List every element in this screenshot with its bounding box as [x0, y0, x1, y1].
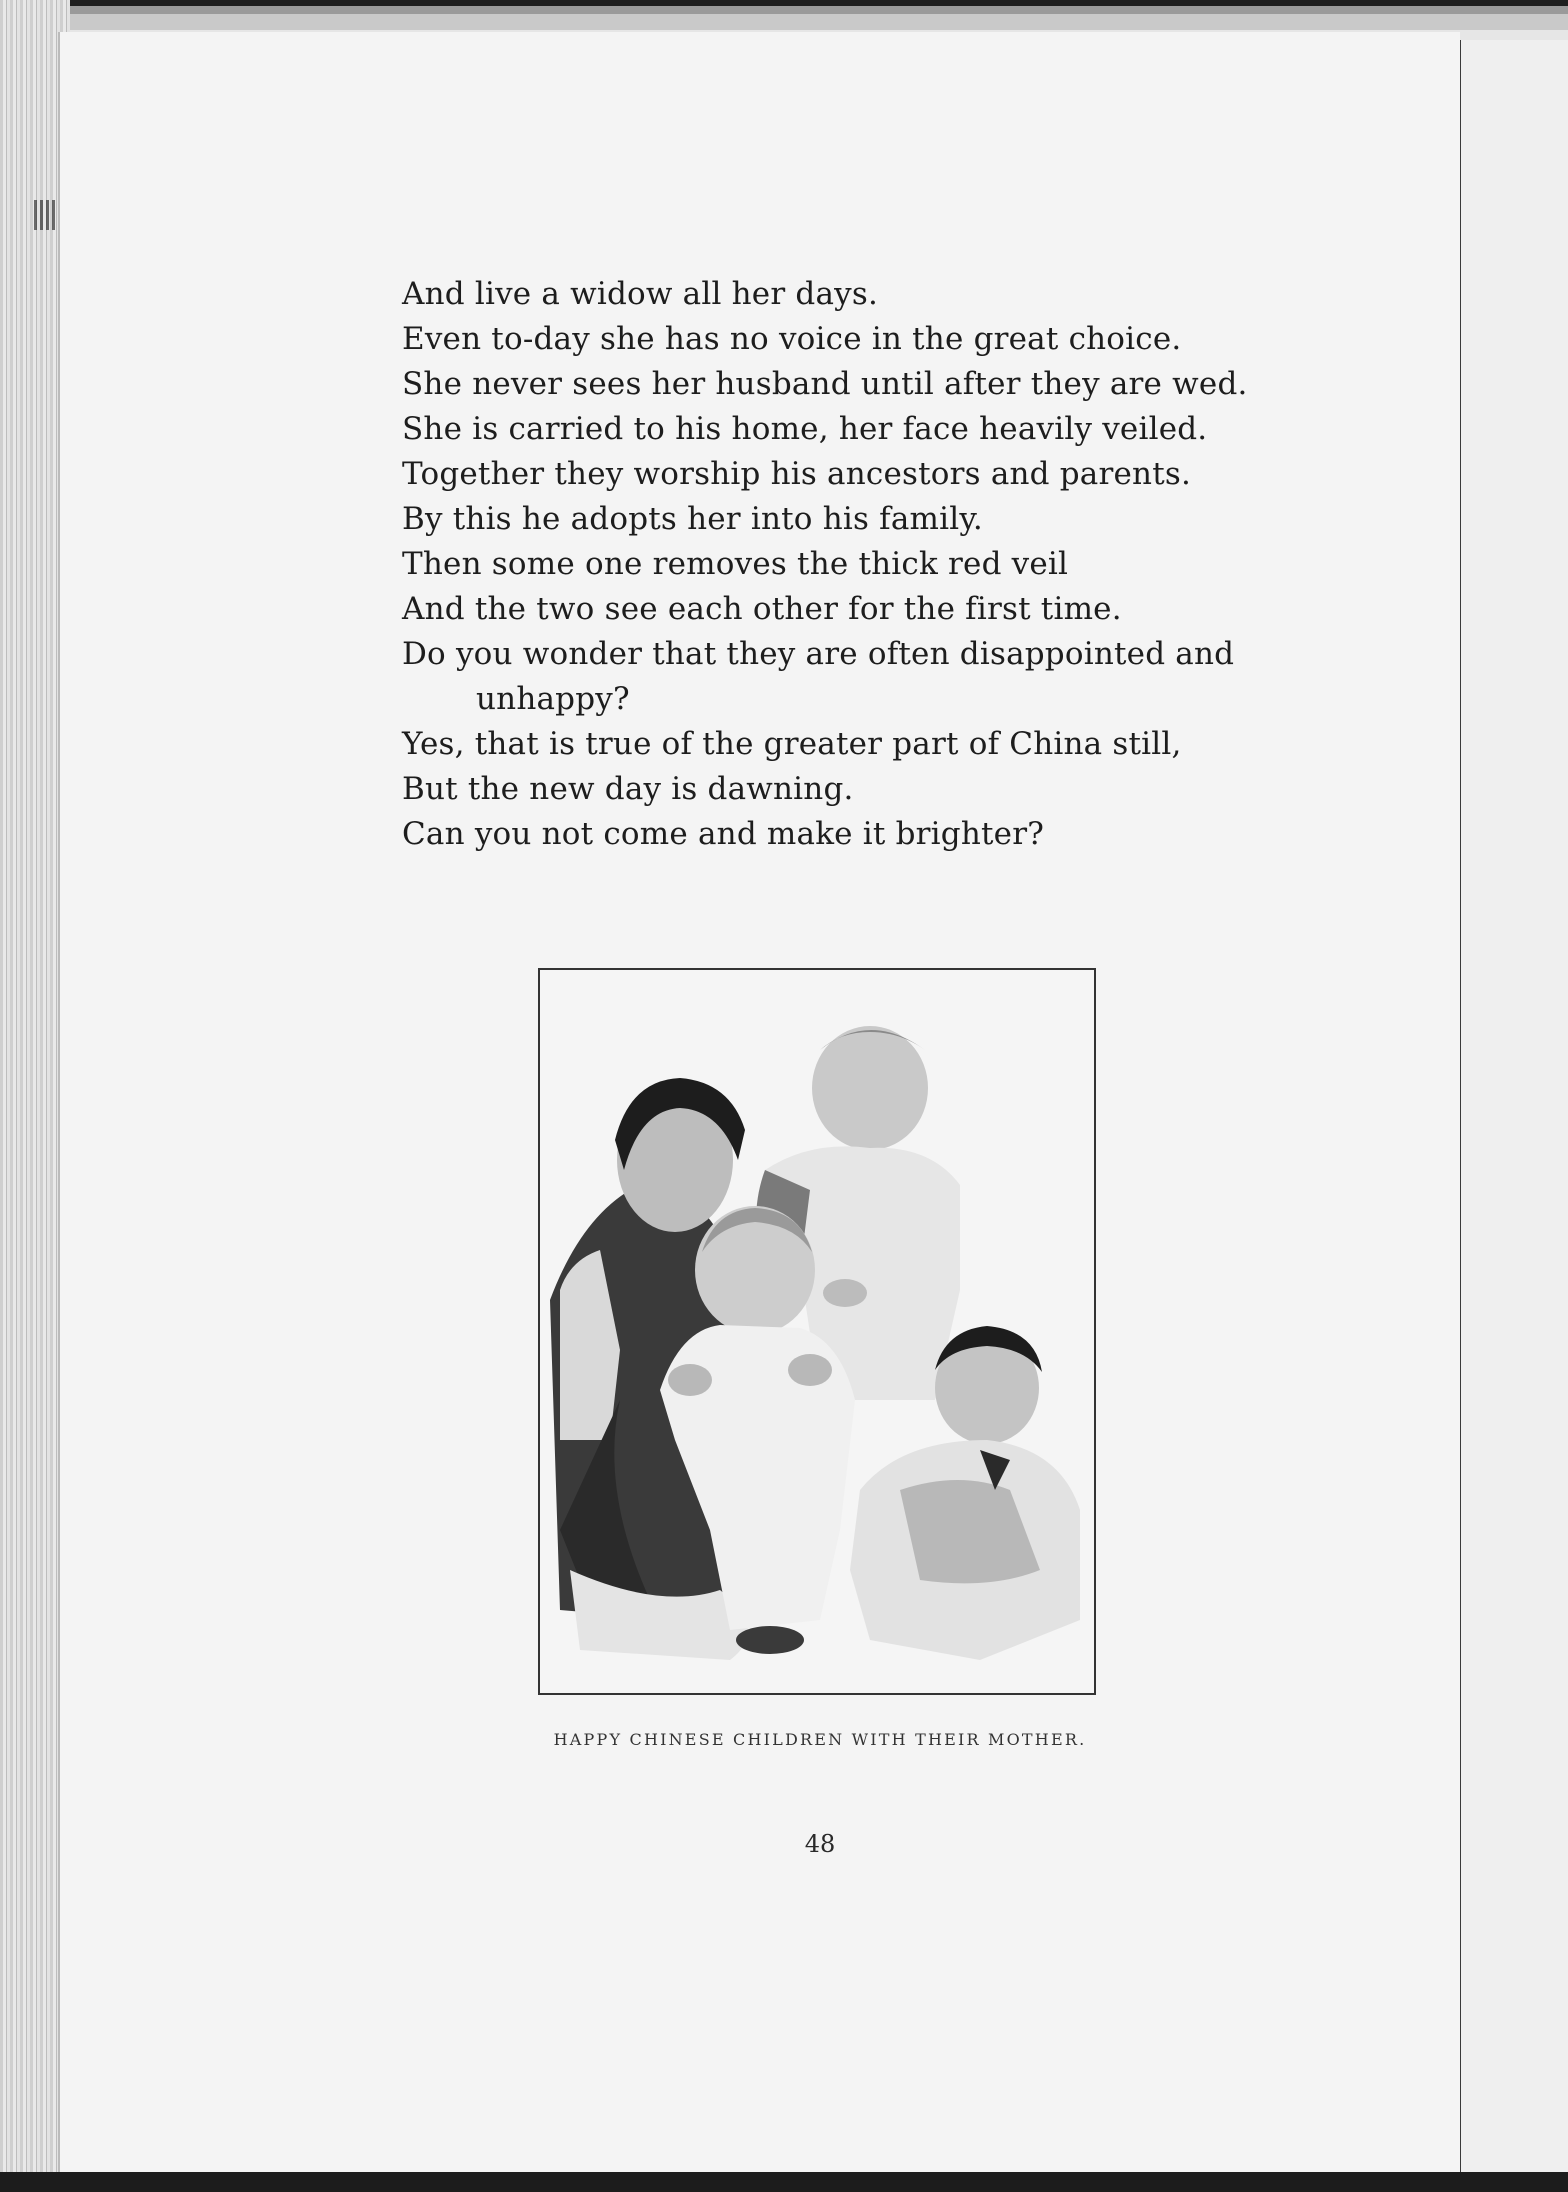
poem-line: By this he adopts her into his family. — [402, 501, 983, 537]
family-photograph — [538, 968, 1096, 1695]
photograph-illustration — [540, 970, 1094, 1693]
photo-caption: HAPPY CHINESE CHILDREN WITH THEIR MOTHER. — [553, 1730, 1087, 1749]
poem-line: Even to-day she has no voice in the great choice. — [402, 321, 1182, 357]
facing-page-edge — [1458, 40, 1568, 2192]
page-number: 48 — [804, 1830, 836, 1858]
poem-line: She never sees her husband until after they are wed. — [402, 366, 1248, 402]
poem-line: Do you wonder that they are often disappointed and — [402, 636, 1235, 672]
scan-bottom-edge — [0, 2172, 1568, 2192]
poem-text — [402, 272, 1282, 857]
poem-line-continuation: unhappy? — [476, 681, 630, 717]
poem-line: Then some one removes the thick red veil — [402, 546, 1069, 582]
poem-line: Yes, that is true of the greater part of China still, — [402, 726, 1182, 762]
poem-line: But the new day is dawning. — [402, 771, 854, 807]
poem-line: And live a widow all her days. — [402, 276, 879, 312]
poem-line: Together they worship his ancestors and parents. — [402, 456, 1192, 492]
poem-line: And the two see each other for the first time. — [402, 591, 1122, 627]
poem-line: Can you not come and make it brighter? — [402, 816, 1045, 852]
poem-line: She is carried to his home, her face heavily veiled. — [402, 411, 1208, 447]
